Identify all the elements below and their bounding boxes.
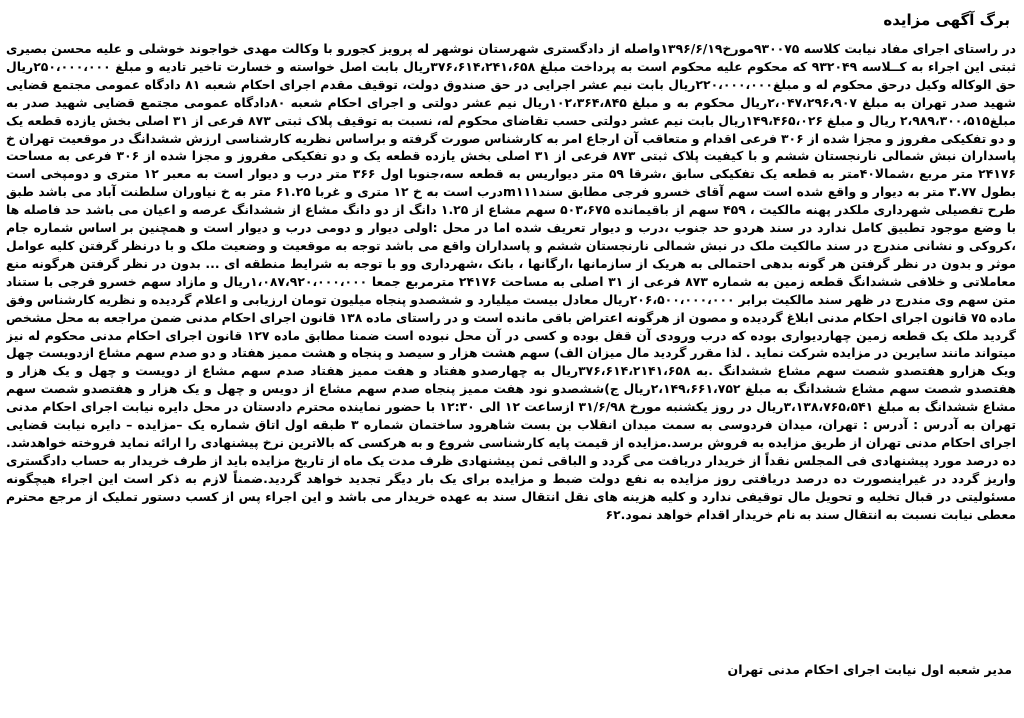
signature-line: مدیر شعبه اول نیابت اجرای احکام مدنی تهران xyxy=(727,662,1012,677)
notice-title: برگ آگهی مزایده xyxy=(883,11,1010,29)
notice-body-text: در راستای اجرای مفاد نیابت کلاسه ۹۳۰۰۷۵مورخ۱۳۹۶/۶/۱۹واصله از دادگستری شهرستان نوشهر له پرویز کجورو با وکالت مهدی خواجوند خوشلی و علیه محسن بصیری ثبتی این اجراء به کــلاسه ۹۳۲۰۴۹ که محکوم علیه محکوم است به پرداخت مبلغ ۳۷۶،۶۱۴،۲۴۱،۶۵۸ریال بابت اصل خواسته و خسارت تاخیر تادیه و مبلغ ۲۵۰،۰۰۰،۰۰۰ریال حق الوکاله وکیل درحق محکوم له و مبلغ۲۲۰،۰۰۰،۰۰۰ریال بابت نیم عشر اجرایی در حق صندوق دولت، توقیف مقدم اجرای احکام شعبه ۸۱ دادگاه عمومی مجتمع قضایی شهید صدر تهران به مبلغ ۲،۰۴۷،۲۹۶،۹۰۷ریال محکوم به و مبلغ ۱۰۲،۳۶۴،۸۴۵ریال نیم عشر دولتی و اجرای احکام شعبه ۸۰دادگاه عمومی مجتمع قضایی شهید صدر به مبلغ۲،۹۸۹،۳۰۰،۵۱۵ ریال و مبلغ ۱۴۹،۴۶۵،۰۲۶ریال بابت نیم عشر دولتی حسب تقاضای محکوم له، نسبت به توقیف پلاک ثبتی ۸۷۳ فرعی از ۳۱ اصلی بخش یازده قطعه یک و دو تفکیکی مفروز و مجزا شده از ۳۰۶ فرعی اقدام و متعاقب آن ارجاع امر به کارشناس صورت گرفته و براساس نظریه کارشناسی ارزش ششدانگ در موقعیت تهران خ پاسداران نبش شمالی نارنجستان ششم و با کیفیت پلاک ثبتی ۸۷۳ فرعی از ۳۱ اصلی بخش یازده قطعه یک و دو تفکیکی مفروز و مجزا شده از ۳۰۶ فرعی به مساحت ۲۴۱۷۶ متر مربع ،شمالا۴۰متر به قطعه یک تفکیکی سابق ،شرقا ۵۹ متر دیواریس به قطعه سه،جنوبا اول ۳۶۶ متر درب و دیوار است به معبر ۱۲ متری و دومپخی است بطول ۳.۷۷ متر به دیوار و واقع شده است سهم آقای خسرو فرجی مطابق سندm۱۱۱درب است به خ ۱۲ متری و غربا ۶۱.۲۵ متر به خ نیاوران سلطنت آباد می باشد طبق طرح تفصیلی شهرداری ملکدر پهنه مالکیت ، ۴۵۹ سهم از باقیمانده ۵۰۳،۶۷۵ سهم مشاع از ۱.۲۵ دانگ از دو دانگ مشاع از ششدانگ عرصه و اعیان می باشد حد فاصله ها با وضع موجود تطبیق کامل ندارد در سند هردو حد جنوب ،درب و دیوار تعریف شده اما در محل :اولی دیوار و دومی درب و دیوار است و همچنین بر اساس شماره جام ،کروکی و نشانی مندرج در سند مالکیت ملک در نبش شمالی نارنجستان ششم و پاسداران واقع می باشد توجه به موقعیت و وضعیت ملک و با درنظر گرفتن کلیه عوامل موثر و بدون در نظر گرفتن هر گونه بدهی احتمالی به هریک از سازمانها ،ارگانها ، بانک ،شهرداری وو با توجه به شرایط منطقه ای ... بدون در نظر گرفتن هرگونه منع معاملاتی و خلافی ششدانگ قطعه زمین به شماره ۸۷۳ فرعی از ۳۱ اصلی به مساحت ۲۴۱۷۶ مترمربع جمعا ۱،۰۸۷،۹۲۰،۰۰۰،۰۰۰ریال و مازاد سهم خسرو فرجی با ستناد متن سهم وی مندرج در ظهر سند مالکیت برابر ۲۰۶،۵۰۰،۰۰۰،۰۰۰ریال معادل بیست میلیارد و ششصدو پنجاه میلیون تومان ارزیابی و اعلام گردیده و نظریه کارشناس وفق ماده ۷۵ قانون اجرای احکام مدنی ابلاغ گردیده و مصون از هرگونه اعتراض باقی مانده است و در راستای ماده ۱۳۸ قانون اجرای احکام مدنی ضمن مراجعه به محل مشخص گردید ملک یک قطعه زمین چهاردیواری بوده که درب ورودی آن قفل بوده و کسی در آن محل نبوده است ضمنا مطابق ماده ۱۲۷ قانون اجرای احکام مدنی محکوم له نیز میتواند مانند سایرین در مزایده شرکت نماید . لذا مقرر گردید مال میزان الف) سهم هشت هزار و سیصد و پنجاه و هشت ممیز هفتاد و دو صدم سهم مشاع ازدویست چهل ویک هزارو هفتصدو شصت سهم مشاع ششدانگ .به ۳۷۶،۶۱۴،۲۱۴۱،۶۵۸ریال به چهارصدو هفتاد و هفت ممیز هفتاد صدم سهم مشاع از دویست و چهل و یک هزار و هفتصدو شصت سهم مشاع ششدانگ به مبلغ ۲،۱۴۹،۶۶۱،۷۵۲ریال ج)ششصدو نود هفت ممیز پنجاه صدم سهم مشاع از دویس و چهل و یک هزار و هفتصدو شصت سهم مشاع ششدانگ به مبلغ ۳،۱۳۸،۷۶۵،۵۴۱ریال در روز یکشنبه مورخ ۳۱/۶/۹۸ ازساعت ۱۲ الی ۱۲:۳۰ با حضور نماینده محترم دادستان در محل دایره نیابت اجرای احکام مدنی تهران به آدرس : آدرس : تهران، میدان فردوسی به سمت میدان انقلاب بن بست شاهرود ساختمان شماره ۳ طبقه اول اتاق شماره یک –مزایده – دایره نیابت قضایی اجرای احکام مدنی تهران از طریق مزایده به فروش برسد.مزایده از قیمت پایه کارشناسی شروع و به هرکسی که بالاترین نرخ پیشنهادی را ارائه نماید فروخته خواهدشد. ده درصد مورد پیشنهادی فی المجلس نقداً از خریدار دریافت می گردد و الباقی ثمن پیشنهادی ظرف مدت یک ماه از تاریخ مزایده باید از طرف خریدار به حساب دادگستری واریز گردد در غیراینصورت ده درصد دریافتی روز مزایده به نفع دولت ضبط و مزایده برای یک بار دیگر تجدید خواهد گردید.ضمناً لازم به ذکر است این اجراء هیچگونه مسئولیتی در قبال تخلیه و تحویل مال توقیفی ندارد و کلیه هزینه های نقل انتقال سند به عهده خریدار می باشد و این اجراء پس از کسب دستور تملیک از مرجع محترم معطی نیابت نسبت به انتقال سند به نام خریدار اقدام خواهد نمود.۶۲ xyxy=(6,41,1016,522)
